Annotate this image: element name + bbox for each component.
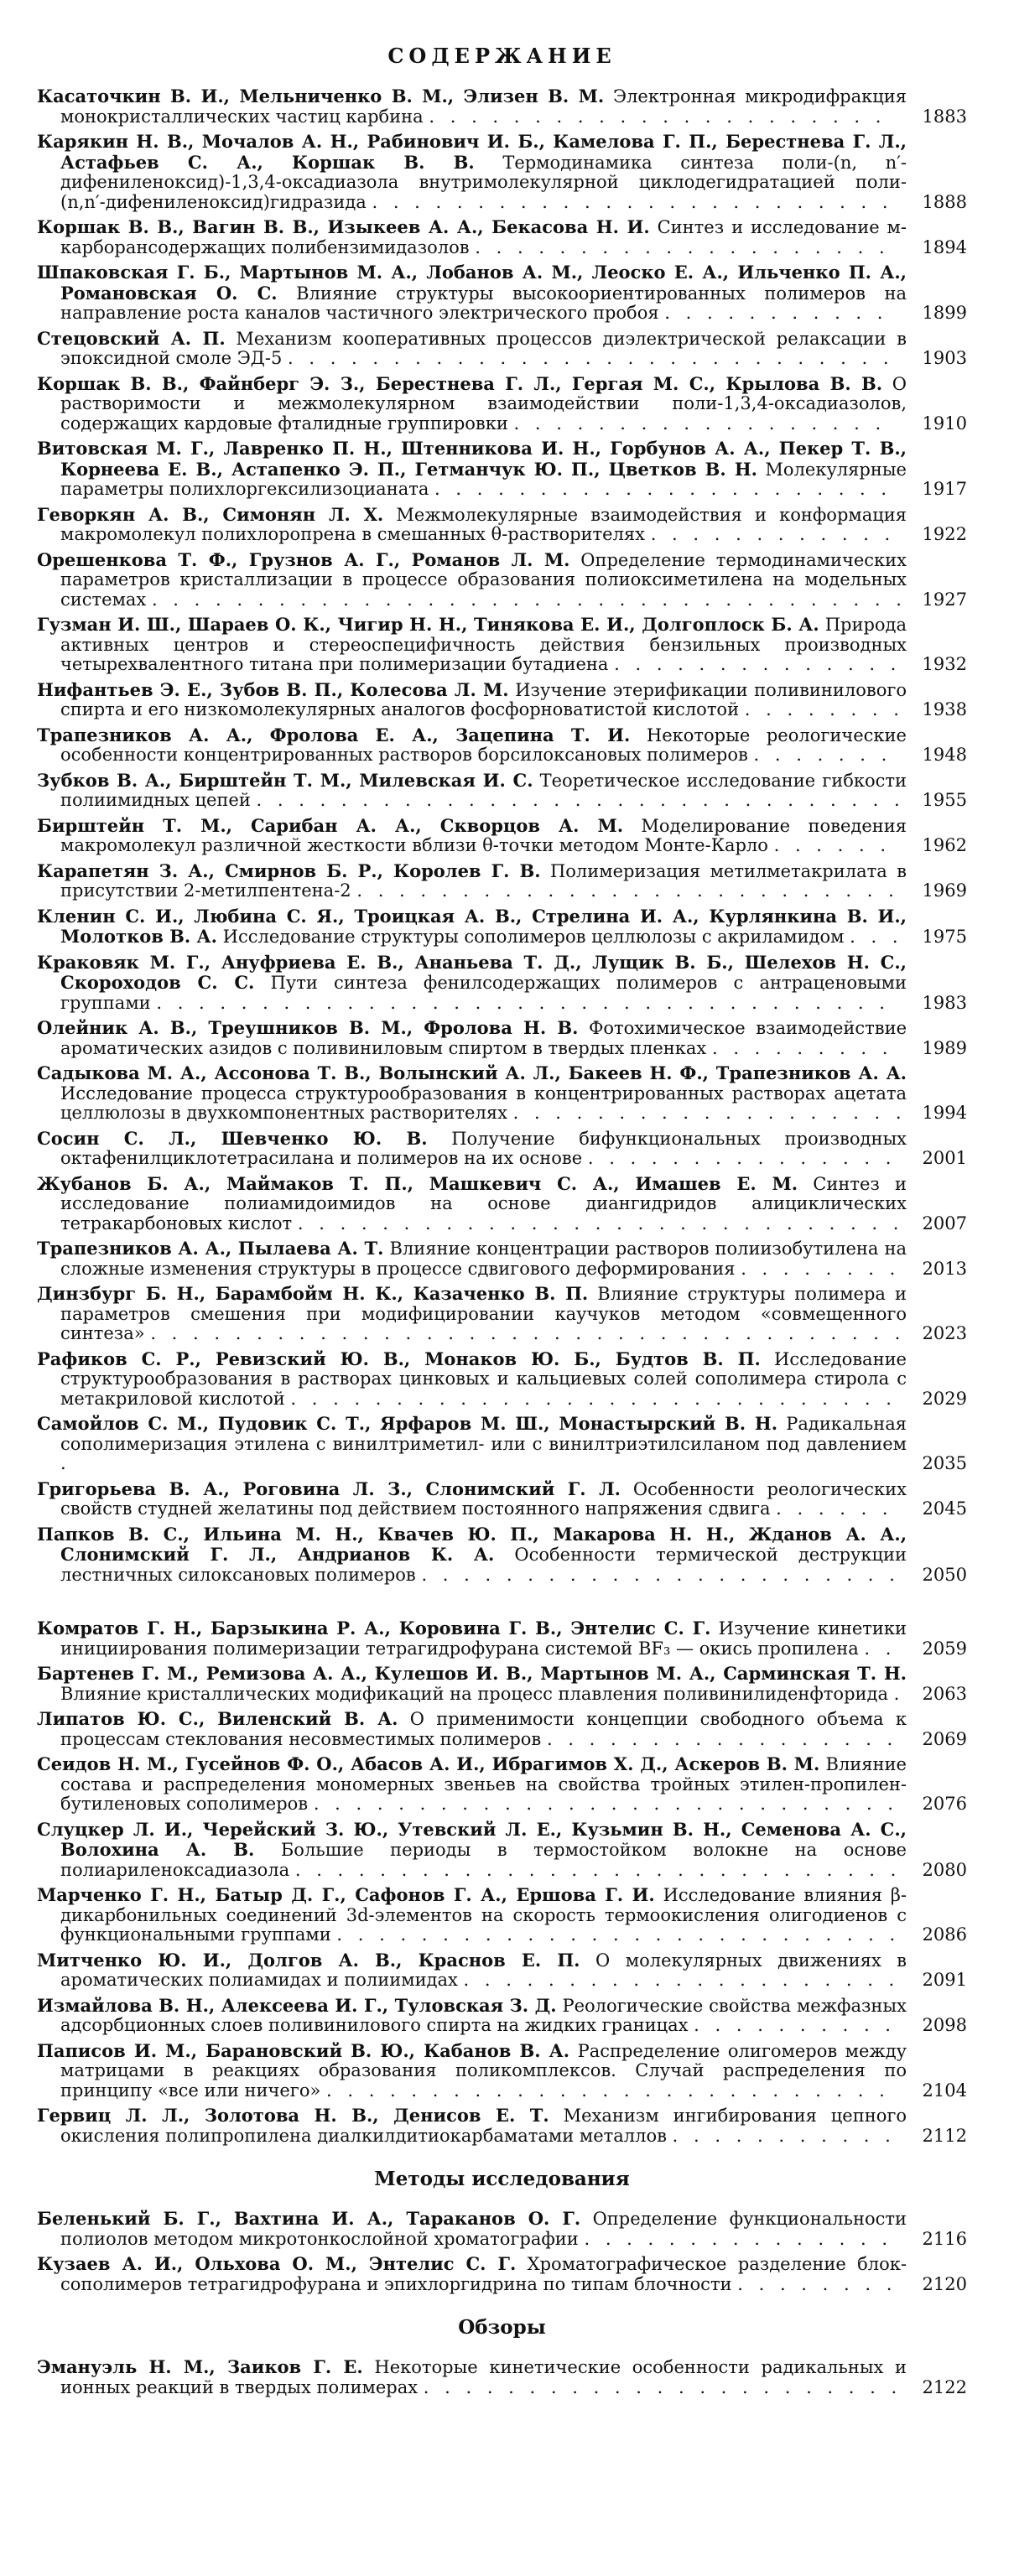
- entry-title: Исследование структуры сополимеров целлюлозы с акриламидом: [222, 927, 845, 947]
- dot-leader: . . . . . . . . . . . .: [650, 524, 896, 544]
- toc-entry: [37, 771, 967, 811]
- dot-leader: . . . . . . . . .: [711, 1037, 893, 1058]
- entry-page-number: 2063: [922, 1683, 967, 1704]
- entry-authors: Паписов И. М., Барановский В. Ю., Кабанов В. А.: [37, 2039, 570, 2061]
- toc-entry: [37, 2041, 967, 2101]
- entry-page-number: 2086: [922, 1924, 967, 1945]
- entry-authors: Орешенкова Т. Ф., Грузнов А. Г., Романов Л. М.: [37, 548, 570, 570]
- toc-entry: [37, 2357, 967, 2397]
- entry-title: Получение бифункциональных производных октафенилциклотетрасилана и полимеров на их основе: [60, 1128, 907, 1168]
- dot-leader: . . . . . . . . . . . . . . . . . . . . . .: [429, 106, 887, 127]
- entry-text: [37, 1349, 907, 1410]
- entry-authors: Григорьева В. А., Роговина Л. З., Слонимский Г. Л.: [37, 1478, 621, 1499]
- entry-text: [37, 505, 907, 545]
- entry-text: [37, 2106, 907, 2146]
- entry-text: [37, 680, 907, 720]
- group-separator: [37, 1590, 967, 1618]
- entry-text: [37, 329, 907, 369]
- entry-authors: Кузаев А. И., Ольхова О. М., Энтелис С. Г.: [37, 2253, 517, 2274]
- entry-page-number: 2098: [922, 2015, 967, 2035]
- entry-title: Определение термодинамических параметров кристаллизации в процессе образования полиоксиметилена на модельных системах: [60, 549, 907, 610]
- dot-leader: . . . . . .: [773, 835, 892, 855]
- entry-title: О растворимости и межмолекулярном взаимодействии поли-1,3,4-оксадиазолов, содержащих кардовые фталидные группировки: [60, 373, 907, 434]
- toc-entry: [37, 2209, 967, 2249]
- entry-text: [37, 1414, 907, 1474]
- toc-entry: [37, 1709, 967, 1749]
- entry-title: Механизм ингибирования цепного окисления полипропилена диалкилдитиокарбаматами металлов: [60, 2106, 907, 2146]
- entry-page-number: 1989: [922, 1037, 967, 1058]
- entry-authors: Рафиков С. Р., Ревизский Ю. В., Монаков Ю. Б., Будтов В. П.: [37, 1348, 761, 1369]
- toc-entry: [37, 1996, 967, 2036]
- entry-page-number: 2059: [922, 1638, 967, 1659]
- entry-authors: Трапезников А. А., Пылаева А. Т.: [37, 1238, 384, 1259]
- entry-title: Особенности термической деструкции лестничных силоксановых полимеров: [60, 1545, 907, 1585]
- dot-leader: . . . . . . . . . . . . . . . . . . . . . . . . . . . . .: [294, 1859, 902, 1880]
- entry-text: [37, 132, 907, 212]
- entry-title: Термодинамика синтеза поли-(n, n′-дифениленоксид)-1,3,4-оксадиазола внутримолекулярной циклодегидратацией поли-(n,n′-дифениленоксид)гидразида: [60, 152, 907, 212]
- toc-entry: [37, 1820, 967, 1881]
- entry-authors: Коршак В. В., Вагин В. В., Изыкеев А. А., Бекасова Н. И.: [37, 216, 650, 237]
- toc-entry: [37, 1284, 967, 1344]
- entry-title: Некоторые реологические особенности концентрированных растворов борсилоксановых полимеров: [60, 724, 907, 765]
- dot-leader: . . . . . . . . . . . . . . . . . . . . . . . . . . .: [336, 1924, 901, 1945]
- entry-title: Влияние концентрации растворов полиизобутилена на сложные изменения структуры в процессе сдвигового деформирования: [60, 1239, 907, 1279]
- entry-title: Распределение олигомеров между матрицами в реакциях образования поликомплексов. Случай распределения по принципу «все или ничего»: [60, 2040, 907, 2101]
- entry-text: [37, 1820, 907, 1881]
- toc-entry: [37, 329, 967, 369]
- entry-page-number: 1975: [922, 927, 967, 947]
- entry-authors: Краковяк М. Г., Ануфриева Е. В., Ананьева Т. Д., Лущик В. Б., Шелехов Н. С., Скороходов С. С.: [37, 951, 907, 993]
- entry-page-number: 1899: [922, 303, 967, 323]
- entry-page-number: 1983: [922, 992, 967, 1013]
- entry-title: Природа активных центров и стереоспецифичность действия бензильных производных четырехвалентного титана при полимеризации бутадиена: [60, 615, 907, 674]
- entry-title: Синтез и исследование полиамидоимидов на основе диангидридов алициклических тетракарбоновых кислот: [60, 1173, 907, 1233]
- dot-leader: . . . . . . . . . . . . . . . . . . . . . . . . . . .: [326, 2080, 890, 2101]
- dot-leader: . . . . . . . . . . . . . . . . . . . . . . . . . . . .: [313, 1794, 898, 1814]
- toc-entry: [37, 1349, 967, 1410]
- entry-text: [37, 1664, 907, 1704]
- entry-page-number: 2080: [922, 1859, 967, 1880]
- entry-text: [37, 725, 907, 766]
- entry-authors: Геворкян А. В., Симонян Л. Х.: [37, 503, 384, 525]
- entry-text: [37, 2357, 907, 2397]
- toc-group-2: [37, 1618, 967, 2146]
- toc-entry: [37, 1885, 967, 1945]
- entry-title: Полимеризация метилметакрилата в присутствии 2-метилпентена-2: [60, 860, 907, 901]
- entry-title: О применимости концепции свободного объема к процессам стеклования несовместимых полимеров: [60, 1709, 907, 1749]
- dot-leader: . . . . . . . . . . . . . . .: [584, 2228, 893, 2249]
- entry-authors: Эмануэль Н. М., Заиков Г. Е.: [37, 2356, 363, 2377]
- toc-entry: [37, 550, 967, 610]
- toc-entry: [37, 86, 967, 127]
- entry-authors: Гузман И. Ш., Шараев О. К., Чигир Н. Н., Тинякова Е. И., Долгоплоск Б. А.: [37, 614, 819, 635]
- entry-page-number: 2007: [922, 1213, 967, 1233]
- entry-title: Исследование влияния β-дикарбонильных соединений 3d-элементов на скорость термоокисления олигодиенов с функциональными группами: [60, 1885, 907, 1945]
- entry-authors: Бартенев Г. М., Ремизова А. А., Кулешов И. В., Мартынов М. А., Сарминская Т. Н.: [37, 1663, 907, 1684]
- entry-text: [37, 1239, 907, 1279]
- entry-title: Влияние структуры полимера и параметров смешения при модифицировании каучуков методом «совмещенного синтеза»: [60, 1284, 907, 1343]
- entry-page-number: 1903: [922, 348, 967, 368]
- entry-page-number: 2112: [922, 2125, 967, 2146]
- dot-leader: . . . . . . . . . . .: [664, 303, 888, 323]
- entry-text: [37, 1996, 907, 2036]
- entry-title: Теоретическое исследование гибкости полиимидных цепей: [60, 770, 907, 810]
- entry-page-number: 2029: [922, 1388, 967, 1409]
- entry-text: [37, 1479, 907, 1519]
- entry-authors: Комратов Г. Н., Барзыкина Р. А., Коровина Г. В., Энтелис С. Г.: [37, 1618, 711, 1639]
- toc-entry: [37, 1950, 967, 1991]
- entry-title: Изучение этерификации поливинилового спирта и его низкомолекулярных аналогов фосфорноватистой кислотой: [60, 679, 907, 719]
- entry-text: [37, 1174, 907, 1234]
- entry-authors: Марченко Г. Н., Батыр Д. Г., Сафонов Г. А., Ершова Г. И.: [37, 1884, 655, 1905]
- entry-title: Механизм кооперативных процессов диэлектрической релаксации в эпоксидной смоле ЭД-5: [60, 328, 907, 368]
- entry-title: Особенности реологических свойств студней желатины под действием постоянного напряжения сдвига: [60, 1478, 907, 1519]
- entry-text: [37, 615, 907, 675]
- dot-leader: . . . . . . .: [753, 745, 892, 765]
- entry-authors: Карякин Н. В., Мочалов А. Н., Рабинович И. Б., Камелова Г. П., Берестнева Г. Л., Астафьев С. А., Коршак В. В.: [37, 131, 907, 173]
- entry-authors: Нифантьев Э. Е., Зубов В. П., Колесова Л. М.: [37, 678, 509, 700]
- entry-page-number: 1969: [922, 880, 967, 901]
- entry-authors: Самойлов С. М., Пудовик С. Т., Ярфаров М. Ш., Монастырский В. Н.: [37, 1413, 778, 1434]
- entry-title: Радикальная сополимеризация этилена с винилтриметил- или с винилтриэтилсиланом под давлением: [60, 1414, 907, 1454]
- dot-leader: . . . . . . . . . . . . . . . . . . . . .: [463, 1970, 900, 1990]
- dot-leader: .: [60, 1453, 71, 1473]
- dot-leader: . . . . . . . . . . . . . .: [614, 654, 902, 674]
- entry-text: [37, 1618, 907, 1659]
- dot-leader: . . . . . . . . . . . . . . . . . . .: [512, 1103, 907, 1123]
- toc-entry: [37, 1174, 967, 1234]
- entry-page-number: 2116: [922, 2228, 967, 2249]
- entry-page-number: 1962: [922, 835, 967, 855]
- dot-leader: . .: [864, 1638, 897, 1659]
- entry-title: Фотохимическое взаимодействие ароматических азидов с поливиниловым спиртом в твердых пленках: [60, 1018, 907, 1058]
- entry-text: [37, 2209, 907, 2249]
- entry-text: [37, 1063, 907, 1124]
- toc-entry: [37, 816, 967, 856]
- entry-authors: Коршак В. В., Файнберг Э. З., Берестнева Г. Л., Гергая М. С., Крылова В. В.: [37, 372, 883, 394]
- toc-entry: [37, 262, 967, 324]
- dot-leader: . . . . . . . . . . . . . . . . .: [546, 1728, 898, 1749]
- entry-text: [37, 2254, 907, 2294]
- entry-text: [37, 1709, 907, 1749]
- entry-text: [37, 439, 907, 500]
- entry-page-number: 1927: [922, 589, 967, 610]
- entry-authors: Зубков В. А., Бирштейн Т. М., Милевская И. С.: [37, 769, 533, 791]
- entry-page-number: 1883: [922, 106, 967, 127]
- toc-entry: [37, 2106, 967, 2146]
- toc-entry: [37, 906, 967, 948]
- entry-authors: Митченко Ю. И., Долгов А. В., Краснов Е. П.: [37, 1949, 580, 1971]
- entry-title: Влияние состава и распределения мономерных звеньев на свойства тройных этилен-пропилен-бутиленовых сополимеров: [60, 1754, 907, 1814]
- entry-text: [37, 1754, 907, 1815]
- entry-page-number: 2120: [922, 2273, 967, 2294]
- entry-text: [37, 374, 907, 434]
- entry-page-number: 2104: [922, 2080, 967, 2101]
- entry-text: [37, 953, 907, 1014]
- entry-title: Исследование процесса структурообразования в концентрированных растворах ацетата целлюлозы в двухкомпонентных растворителях: [60, 1083, 907, 1123]
- toc-methods: [37, 2209, 967, 2294]
- entry-authors: Сеидов Н. М., Гусейнов Ф. О., Абасов А. И., Ибрагимов Х. Д., Аскеров В. М.: [37, 1753, 820, 1774]
- entry-title: Исследование структурообразования в растворах цинковых и кальциевых солей сополимера стирола с метакриловой кислотой: [60, 1348, 907, 1409]
- entry-authors: Стецовский А. П.: [37, 327, 226, 349]
- dot-leader: . . . . . . . . . . . . . . . . . . . .: [475, 236, 890, 257]
- entry-authors: Олейник А. В., Треушников В. М., Фролова Н. В.: [37, 1017, 579, 1038]
- dot-leader: . . . . . . . . . .: [694, 2015, 896, 2035]
- toc-entry: [37, 132, 967, 212]
- entry-text: [37, 906, 907, 948]
- entry-title: Определение функциональности полиолов методом микротонкослойной хроматографии: [60, 2209, 907, 2249]
- toc-entry: [37, 505, 967, 545]
- entry-title: О молекулярных движениях в ароматических полиамидах и полиимидах: [60, 1950, 907, 1990]
- entry-page-number: 1955: [922, 790, 967, 810]
- entry-page-number: 2045: [922, 1498, 967, 1519]
- entry-authors: Сосин С. Л., Шевченко Ю. В.: [37, 1127, 428, 1149]
- entry-title: Моделирование поведения макромолекул различной жесткости вблизи θ-точки методом Монте-Карло: [60, 815, 907, 855]
- entry-title: Хроматографическое разделение блок-сополимеров тетрагидрофурана и эпихлоргидрина по типам блочности: [60, 2254, 907, 2294]
- dot-leader: . . . . . . . . . . . . . . . . . . . . . . . . . .: [356, 880, 899, 901]
- entry-authors: Липатов Ю. С., Виленский В. А.: [37, 1708, 398, 1729]
- entry-authors: Садыкова М. А., Ассонова Т. В., Волынский А. Л., Бакеев Н. Ф., Трапезников А. А.: [37, 1062, 907, 1083]
- dot-leader: . . . . . . . . . . . . . . .: [587, 1148, 897, 1168]
- dot-leader: . . . . . .: [776, 1498, 893, 1519]
- toc-entry: [37, 615, 967, 675]
- entry-text: [37, 1284, 907, 1344]
- dot-leader: . . . . . . . .: [741, 1258, 901, 1279]
- toc-entry: [37, 439, 967, 500]
- entry-page-number: 1938: [922, 699, 967, 719]
- entry-title: Межмолекулярные взаимодействия и конформация макромолекул полихлоропрена в смешанных θ-растворителях: [60, 504, 907, 544]
- entry-authors: Бирштейн Т. М., Сарибан А. А., Скворцов А. М.: [37, 814, 624, 836]
- entry-text: [37, 1950, 907, 1991]
- entry-page-number: 2091: [922, 1970, 967, 1990]
- entry-page-number: 2069: [922, 1728, 967, 1749]
- entry-authors: Динзбург Б. Н., Барамбойм Н. К., Казаченко В. П.: [37, 1283, 589, 1304]
- toc-entry: [37, 1524, 967, 1586]
- entry-page-number: 1894: [922, 236, 967, 257]
- entry-page-number: 1922: [922, 524, 967, 544]
- dot-leader: . . . . . . . . . . . . . . . . . . . . . . . . . . . . . . .: [256, 790, 905, 810]
- entry-title: Большие периоды в термостойком волокне на основе полиариленоксадиазола: [60, 1840, 907, 1880]
- dot-leader: . . . . . . . . . . . . . . . . . . . . . . . . . . . . .: [288, 348, 894, 368]
- toc-entry: [37, 374, 967, 434]
- dot-leader: . . . . . . . . . . . . . . . . . . . . . .: [434, 479, 892, 499]
- entry-page-number: 2076: [922, 1794, 967, 1814]
- toc-entry: [37, 680, 967, 720]
- entry-text: [37, 86, 907, 127]
- dot-leader: . . . . . . . . . . . . . . . . . . . . . . . . . . . . . . . . . . .: [156, 992, 890, 1013]
- entry-title: Влияние структуры высокоориентированных полимеров на направление роста каналов частичного электрического пробоя: [60, 283, 907, 323]
- entry-text: [37, 861, 907, 901]
- entry-text: [37, 816, 907, 856]
- entry-authors: Кленин С. И., Любина С. Я., Троицкая А. В., Стрелина И. А., Курлянкина В. И., Молотков В. А.: [37, 905, 907, 947]
- dot-leader: . . . . . . . . . . .: [672, 2125, 896, 2146]
- entry-text: [37, 217, 907, 257]
- entry-title: Электронная микродифракция монокристаллических частиц карбина: [60, 86, 907, 127]
- entry-text: [37, 550, 907, 610]
- entry-authors: Жубанов Б. А., Маймаков Т. П., Машкевич С. А., Имашев Е. М.: [37, 1172, 798, 1194]
- section-heading-methods: Методы исследования: [374, 2168, 630, 2190]
- toc-entry: [37, 953, 967, 1014]
- toc-entry: [37, 1129, 967, 1169]
- section-heading-reviews: Обзоры: [458, 2316, 546, 2339]
- dot-leader: . . . . . . . .: [737, 2273, 897, 2294]
- entry-page-number: 1948: [922, 745, 967, 765]
- entry-page-number: 2023: [922, 1323, 967, 1343]
- entry-authors: Трапезников А. А., Фролова Е. А., Зацепина Т. И.: [37, 724, 631, 745]
- toc-entry: [37, 1239, 967, 1279]
- entry-page-number: 2122: [922, 2376, 967, 2397]
- dot-leader: . . . . . . . . . . . . . . . . . . . . . . . . .: [372, 191, 893, 212]
- entry-authors: Беленький Б. Г., Вахтина И. А., Тараканов О. Г.: [37, 2208, 581, 2229]
- entry-title: Молекулярные параметры полихлоргексилизоцианата: [60, 459, 907, 499]
- entry-title: Синтез и исследование м-карборансодержащих полибензимидазолов: [60, 217, 907, 257]
- entry-title: Изучение кинетики инициирования полимеризации тетрагидрофурана системой BF₃ — окись пропилена: [60, 1618, 907, 1659]
- entry-text: [37, 1018, 907, 1058]
- entry-text: [37, 1885, 907, 1945]
- toc-entry: [37, 1063, 967, 1124]
- entry-page-number: 1910: [922, 413, 967, 434]
- entry-authors: Гервиц Л. Л., Золотова Н. В., Денисов Е. Т.: [37, 2105, 549, 2126]
- dot-leader: . . .: [850, 927, 903, 947]
- entry-page-number: 2013: [922, 1258, 967, 1279]
- entry-text: [37, 262, 907, 324]
- entry-authors: Шпаковская Г. Б., Мартынов М. А., Лобанов А. М., Леоско Е. А., Ильченко П. А., Романовская О. С.: [37, 262, 907, 304]
- dot-leader: . . . . . . . . . . . . . . . . . . . . . . .: [423, 2376, 902, 2397]
- entry-authors: Витовская М. Г., Лавренко П. Н., Штенникова И. Н., Горбунов А. А., Пекер Т. В., Корнеева Е. В., Астапенко Э. П., Гетманчук Ю. П., Цветков В. Н.: [37, 438, 907, 480]
- entry-page-number: 1994: [922, 1103, 967, 1123]
- toc-group-1: [37, 86, 967, 1585]
- dot-leader: . . . . . . . . . . . . . . . . . .: [513, 413, 887, 434]
- entry-text: [37, 2041, 907, 2101]
- entry-title: Реологические свойства межфазных адсорбционных слоев поливинилового спирта на жидких границах: [60, 1995, 907, 2035]
- dot-leader: . . . . . . . . . . . . . . . . . . . . . . . . . . . . . . . . . . . .: [151, 589, 907, 610]
- entry-authors: Папков В. С., Ильина М. Н., Квачев Ю. П., Макарова Н. Н., Жданов А. А., Слонимский Г. Л., Андрианов К. А.: [37, 1523, 907, 1565]
- entry-page-number: 1932: [922, 654, 967, 674]
- toc-reviews: [37, 2357, 967, 2397]
- toc-entry: [37, 1479, 967, 1519]
- entry-authors: Измайлова В. Н., Алексеева И. Г., Туловская З. Д.: [37, 1994, 557, 2016]
- page-title: СОДЕРЖАНИЕ: [387, 44, 616, 68]
- entry-text: [37, 1129, 907, 1169]
- entry-title: Влияние кристаллических модификаций на процесс плавления поливинилиденфторида: [60, 1683, 888, 1704]
- entry-text: [37, 771, 907, 811]
- entry-title: Некоторые кинетические особенности радикальных и ионных реакций в твердых полимерах: [60, 2357, 907, 2397]
- toc-entry: [37, 2254, 967, 2294]
- toc-entry: [37, 217, 967, 257]
- entry-authors: Касаточкин В. И., Мельниченко В. М., Элизен В. М.: [37, 86, 605, 106]
- entry-page-number: 2035: [922, 1453, 967, 1473]
- entry-authors: Карапетян З. А., Смирнов Б. Р., Королев Г. В.: [37, 860, 541, 881]
- entry-title: Пути синтеза фенилсодержащих полимеров с антраценовыми группами: [60, 973, 907, 1013]
- dot-leader: . . . . . . . .: [744, 699, 904, 719]
- toc-entry: [37, 1754, 967, 1815]
- toc-entry: [37, 1618, 967, 1659]
- dot-leader: . . . . . . . . . . . . . . . . . . . . . . .: [421, 1564, 900, 1585]
- entry-page-number: 2050: [922, 1564, 967, 1585]
- dot-leader: .: [893, 1683, 905, 1704]
- dot-leader: . . . . . . . . . . . . . . . . . . . . . . . . . . . . .: [290, 1388, 897, 1409]
- toc-entry: [37, 1664, 967, 1704]
- entry-page-number: 1888: [922, 191, 967, 212]
- dot-leader: . . . . . . . . . . . . . . . . . . . . . . . . . . . . . . . . . . . .: [150, 1323, 906, 1343]
- entry-authors: Слуцкер Л. И., Черейский З. Ю., Утевский Л. Е., Кузьмин В. Н., Семенова А. С., Волохина А. В.: [37, 1818, 907, 1860]
- entry-text: [37, 1524, 907, 1586]
- dot-leader: . . . . . . . . . . . . . . . . . . . . . . . . . . . . .: [297, 1213, 904, 1233]
- toc-entry: [37, 861, 967, 901]
- entry-page-number: 2001: [922, 1148, 967, 1168]
- toc-entry: [37, 1414, 967, 1474]
- entry-page-number: 1917: [922, 479, 967, 499]
- toc-entry: [37, 1018, 967, 1058]
- toc-entry: [37, 725, 967, 766]
